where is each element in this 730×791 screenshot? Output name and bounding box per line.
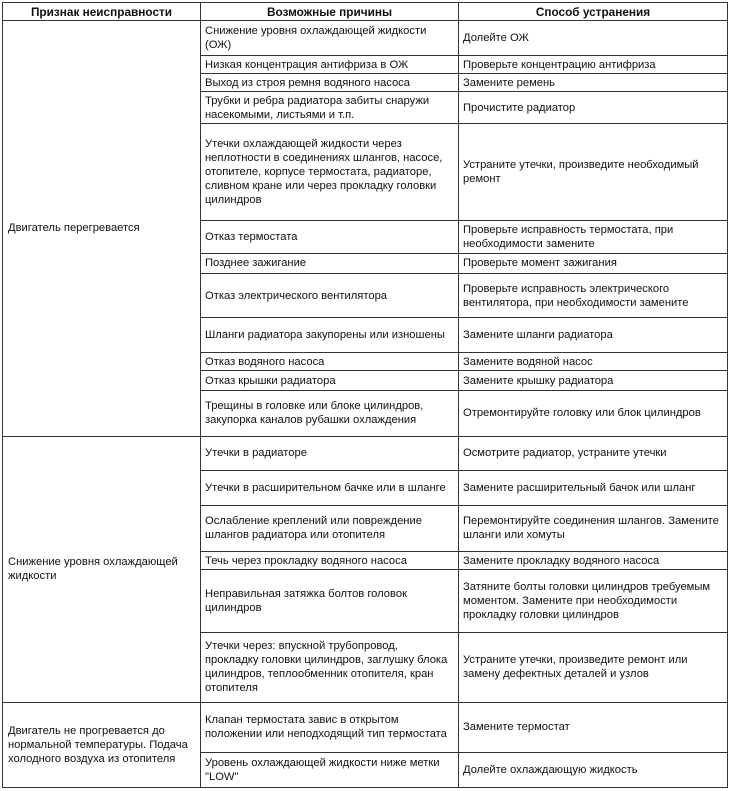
cause-cell: Снижение уровня охлаждающей жидкости (ОЖ): [201, 21, 459, 56]
remedy-cell: Проверьте исправность электрического вентилятора, при необходимости замените: [459, 273, 728, 317]
remedy-cell: Долейте ОЖ: [459, 21, 728, 56]
symptom-cell: Снижение уровня охлаждающей жидкости: [3, 436, 201, 702]
symptom-cell: Двигатель перегревается: [3, 21, 201, 437]
symptom-cell: Двигатель не прогревается до нормальной температуры. Подача холодного воздуха из отопителя: [3, 702, 201, 787]
cause-cell: Отказ термостата: [201, 220, 459, 253]
header-remedies: Способ устранения: [459, 3, 728, 21]
header-symptom: Признак неисправности: [3, 3, 201, 21]
cause-cell: Позднее зажигание: [201, 253, 459, 273]
header-row: [3, 3, 728, 21]
remedy-cell: Проверьте концентрацию антифриза: [459, 56, 728, 74]
header-causes: Возможные причины: [201, 3, 459, 21]
remedy-cell: Долейте охлаждающую жидкость: [459, 752, 728, 787]
remedy-cell: Отремонтируйте головку или блок цилиндров: [459, 391, 728, 436]
remedy-cell: Замените термостат: [459, 702, 728, 752]
table-row: [3, 702, 728, 752]
cause-cell: Ослабление креплений или повреждение шлангов радиатора или отопителя: [201, 505, 459, 551]
cause-cell: Утечки в расширительном бачке или в шланге: [201, 470, 459, 505]
remedy-cell: Осмотрите радиатор, устраните утечки: [459, 436, 728, 470]
remedy-cell: Замените прокладку водяного насоса: [459, 551, 728, 569]
remedy-cell: Затяните болты головки цилиндров требуемым моментом. Замените при необходимости прокладку головки цилиндров: [459, 570, 728, 633]
cause-cell: Трещины в головке или блоке цилиндров, закупорка каналов рубашки охлаждения: [201, 391, 459, 436]
cause-cell: Трубки и ребра радиатора забиты снаружи насекомыми, листьями и т.п.: [201, 92, 459, 124]
remedy-cell: Замените водяной насос: [459, 353, 728, 371]
remedy-cell: Прочистите радиатор: [459, 92, 728, 124]
cause-cell: Отказ водяного насоса: [201, 353, 459, 371]
cause-cell: Утечки в радиаторе: [201, 436, 459, 470]
cause-cell: Отказ крышки радиатора: [201, 371, 459, 391]
troubleshooting-table: [2, 2, 728, 788]
remedy-cell: Замените ремень: [459, 74, 728, 92]
cause-cell: Отказ электрического вентилятора: [201, 273, 459, 317]
cause-cell: Утечки через: впускной трубопровод, прокладку головки цилиндров, заглушку блока цилиндров, теплообменник отопителя, кран отопителя: [201, 633, 459, 702]
cause-cell: Уровень охлаждающей жидкости ниже метки "LOW": [201, 752, 459, 787]
remedy-cell: Замените крышку радиатора: [459, 371, 728, 391]
remedy-cell: Устраните утечки, произведите ремонт или замену дефектных деталей и узлов: [459, 633, 728, 702]
cause-cell: Шланги радиатора закупорены или изношены: [201, 318, 459, 353]
table-row: [3, 436, 728, 470]
remedy-cell: Устраните утечки, произведите необходимый ремонт: [459, 124, 728, 220]
cause-cell: Низкая концентрация антифриза в ОЖ: [201, 56, 459, 74]
cause-cell: Неправильная затяжка болтов головок цилиндров: [201, 570, 459, 633]
table-row: [3, 21, 728, 56]
remedy-cell: Замените расширительный бачок или шланг: [459, 470, 728, 505]
cause-cell: Выход из строя ремня водяного насоса: [201, 74, 459, 92]
remedy-cell: Замените шланги радиатора: [459, 318, 728, 353]
cause-cell: Течь через прокладку водяного насоса: [201, 551, 459, 569]
remedy-cell: Проверьте момент зажигания: [459, 253, 728, 273]
cause-cell: Утечки охлаждающей жидкости через неплотности в соединениях шлангов, насосе, отопителе, корпусе термостата, радиаторе, сливном кране или через прокладку головки цилиндров: [201, 124, 459, 220]
remedy-cell: Перемонтируйте соединения шлангов. Замените шланги или хомуты: [459, 505, 728, 551]
cause-cell: Клапан термостата завис в открытом положении или неподходящий тип термостата: [201, 702, 459, 752]
remedy-cell: Проверьте исправность термостата, при необходимости замените: [459, 220, 728, 253]
